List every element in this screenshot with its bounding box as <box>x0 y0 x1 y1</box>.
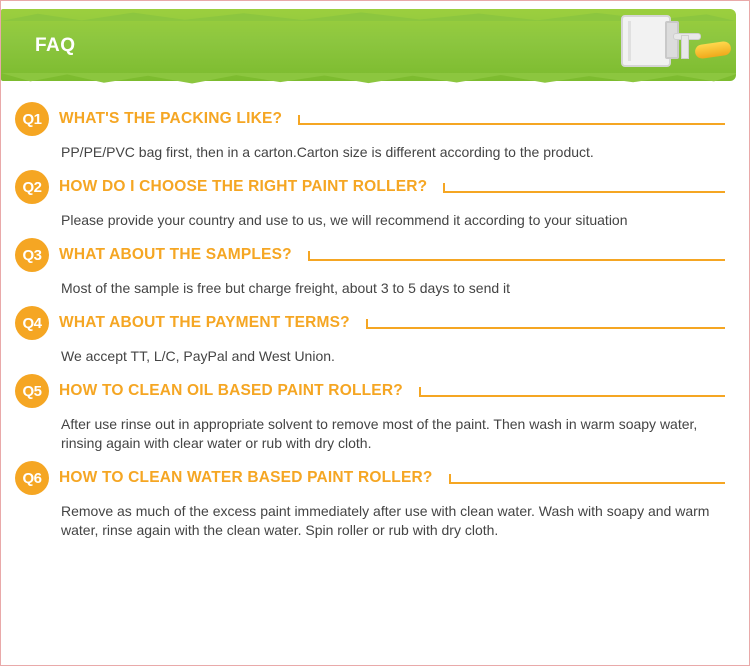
faq-question-row <box>15 99 725 139</box>
faq-answer: Remove as much of the excess paint immediately after use with clean water. Wash with soapy and warm water, rinse again with the clean water. Spin roller or rub with dry cloth. <box>61 503 710 538</box>
faq-question-row <box>15 167 725 207</box>
faq-answer: PP/PE/PVC bag first, then in a carton.Carton size is different according to the product. <box>61 144 594 160</box>
faq-rule <box>308 259 725 261</box>
faq-item <box>1 458 749 540</box>
faq-item <box>1 99 749 162</box>
roller-rod-vertical <box>681 35 689 59</box>
faq-answer: After use rinse out in appropriate solvent to remove most of the paint. Then wash in warm soapy water, rinsing again with clear water or rub with dry cloth. <box>61 416 698 451</box>
roller-handle <box>694 41 732 60</box>
faq-badge: Q3 <box>15 238 49 272</box>
faq-rule <box>419 395 725 397</box>
faq-badge: Q5 <box>15 374 49 408</box>
faq-question: HOW TO CLEAN OIL BASED PAINT ROLLER? <box>59 382 403 399</box>
faq-question: WHAT ABOUT THE SAMPLES? <box>59 246 292 263</box>
faq-badge: Q6 <box>15 461 49 495</box>
faq-rule <box>298 123 725 125</box>
page-title: FAQ <box>35 35 76 56</box>
faq-item <box>1 167 749 230</box>
faq-badge: Q2 <box>15 170 49 204</box>
faq-question-row <box>15 371 725 411</box>
faq-rule <box>449 482 725 484</box>
faq-question: WHAT'S THE PACKING LIKE? <box>59 110 283 127</box>
faq-question-row <box>15 458 725 498</box>
faq-question: HOW TO CLEAN WATER BASED PAINT ROLLER? <box>59 469 433 486</box>
paint-roller-icon <box>621 7 733 69</box>
faq-question-row <box>15 235 725 275</box>
faq-rule <box>443 191 725 193</box>
faq-answer: We accept TT, L/C, PayPal and West Union. <box>61 348 335 364</box>
faq-item <box>1 235 749 298</box>
faq-list <box>1 93 749 540</box>
faq-item <box>1 371 749 453</box>
faq-item <box>1 303 749 366</box>
faq-answer: Most of the sample is free but charge freight, about 3 to 5 days to send it <box>61 280 511 296</box>
faq-badge: Q1 <box>15 102 49 136</box>
faq-answer: Please provide your country and use to us, we will recommend it according to your situation <box>61 212 628 228</box>
faq-badge: Q4 <box>15 306 49 340</box>
faq-rule <box>366 327 725 329</box>
faq-question: HOW DO I CHOOSE THE RIGHT PAINT ROLLER? <box>59 178 428 195</box>
faq-question-row <box>15 303 725 343</box>
faq-header-banner <box>1 1 750 93</box>
roller-cap <box>665 21 679 59</box>
faq-question: WHAT ABOUT THE PAYMENT TERMS? <box>59 314 350 331</box>
roller-barrel <box>621 15 671 67</box>
